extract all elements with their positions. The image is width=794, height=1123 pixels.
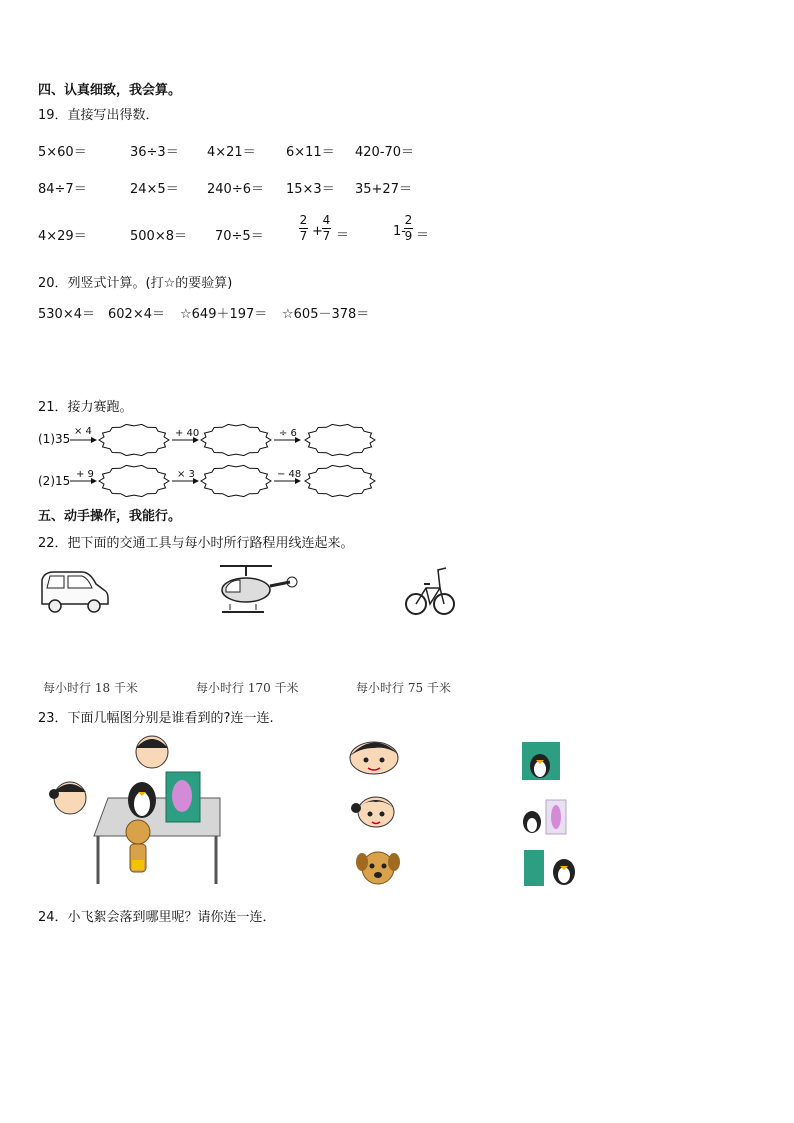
q21-row2-op3: − 48 [277, 469, 302, 480]
q19-r1-c5: 420-70＝ [355, 145, 415, 160]
bicycle-icon [404, 560, 458, 620]
q21-row2-op2: × 3 [177, 469, 195, 480]
q19-frac-b-whole: 1- [393, 224, 406, 239]
q19-r1-c4: 6×11＝ [286, 145, 335, 160]
q21-relay-diagram [0, 0, 794, 520]
q21-answer-blank-5[interactable] [201, 465, 271, 496]
q20-item-1: 530×4＝ [38, 307, 95, 322]
view-box-left-penguin-icon [524, 850, 580, 888]
car-icon [38, 566, 110, 616]
q19-title: 19．直接写出得数． [38, 108, 159, 123]
q19-r2-c2: 24×5＝ [130, 182, 179, 197]
q21-row2-op1: + 9 [76, 469, 94, 480]
boy-face-icon [346, 736, 402, 776]
q22-title: 22．把下面的交通工具与每小时所行路程用线连起来。 [38, 536, 354, 551]
q20-item-3: ☆649＋197＝ [180, 307, 268, 322]
q19-frac-a-equals: ＝ [336, 228, 350, 243]
section-4-title: 四、认真细致，我会算。 [38, 83, 182, 98]
q19-frac-b: 2 9 [404, 213, 413, 243]
q19-frac-b-equals: ＝ [416, 228, 430, 243]
q19-r2-c4: 15×3＝ [286, 182, 335, 197]
q21-row1-op3: ÷ 6 [279, 428, 297, 439]
q22-speed-3: 每小时行 75 千米 [356, 681, 451, 695]
q19-r2-c5: 35+27＝ [355, 182, 412, 197]
q19-frac-a-first: 2 7 [299, 213, 308, 243]
q23-title: 23．下面几幅图分别是谁看到的?连一连. [38, 711, 274, 726]
q19-frac-a-second: 4 7 [322, 213, 331, 243]
q21-answer-blank-1[interactable] [99, 424, 169, 455]
q22-speed-2: 每小时行 170 千米 [196, 681, 299, 695]
q19-r3-c1: 4×29＝ [38, 229, 87, 244]
q21-answer-blank-2[interactable] [201, 424, 271, 455]
q19-r2-c3: 240÷6＝ [207, 182, 264, 197]
q21-row1-op2: + 40 [175, 428, 200, 439]
girl-face-icon [348, 790, 404, 830]
q20-title: 20．列竖式计算。(打☆的要验算) [38, 276, 233, 291]
section-5-title: 五、动手操作，我能行。 [38, 509, 182, 524]
q22-speed-1: 每小时行 18 千米 [43, 681, 138, 695]
q19-r1-c2: 36÷3＝ [130, 145, 179, 160]
q19-r1-c1: 5×60＝ [38, 145, 87, 160]
q19-r2-c1: 84÷7＝ [38, 182, 87, 197]
q19-r3-c2: 500×8＝ [130, 229, 187, 244]
q21-title: 21．接力赛跑。 [38, 400, 133, 415]
q19-r3-c3: 70÷5＝ [215, 229, 264, 244]
q24-title: 24．小飞絮会落到哪里呢？请你连一连． [38, 910, 276, 925]
helicopter-icon [216, 560, 298, 620]
dog-face-icon [354, 848, 404, 888]
q21-answer-blank-6[interactable] [305, 465, 375, 496]
q21-row1-op1: × 4 [74, 426, 92, 437]
q21-answer-blank-4[interactable] [99, 465, 169, 496]
q23-scene-illustration [36, 732, 236, 892]
q21-row1-label: (1)35 [38, 432, 71, 446]
q21-row2-label: (2)15 [38, 474, 71, 488]
q20-item-4: ☆605－378＝ [282, 307, 370, 322]
q19-frac-a-plus: + [312, 224, 323, 239]
view-penguin-left-box-icon [520, 798, 568, 836]
q20-item-2: 602×4＝ [108, 307, 165, 322]
view-penguin-front-box-icon [522, 742, 560, 780]
q21-answer-blank-3[interactable] [305, 424, 375, 455]
q19-r1-c3: 4×21＝ [207, 145, 256, 160]
